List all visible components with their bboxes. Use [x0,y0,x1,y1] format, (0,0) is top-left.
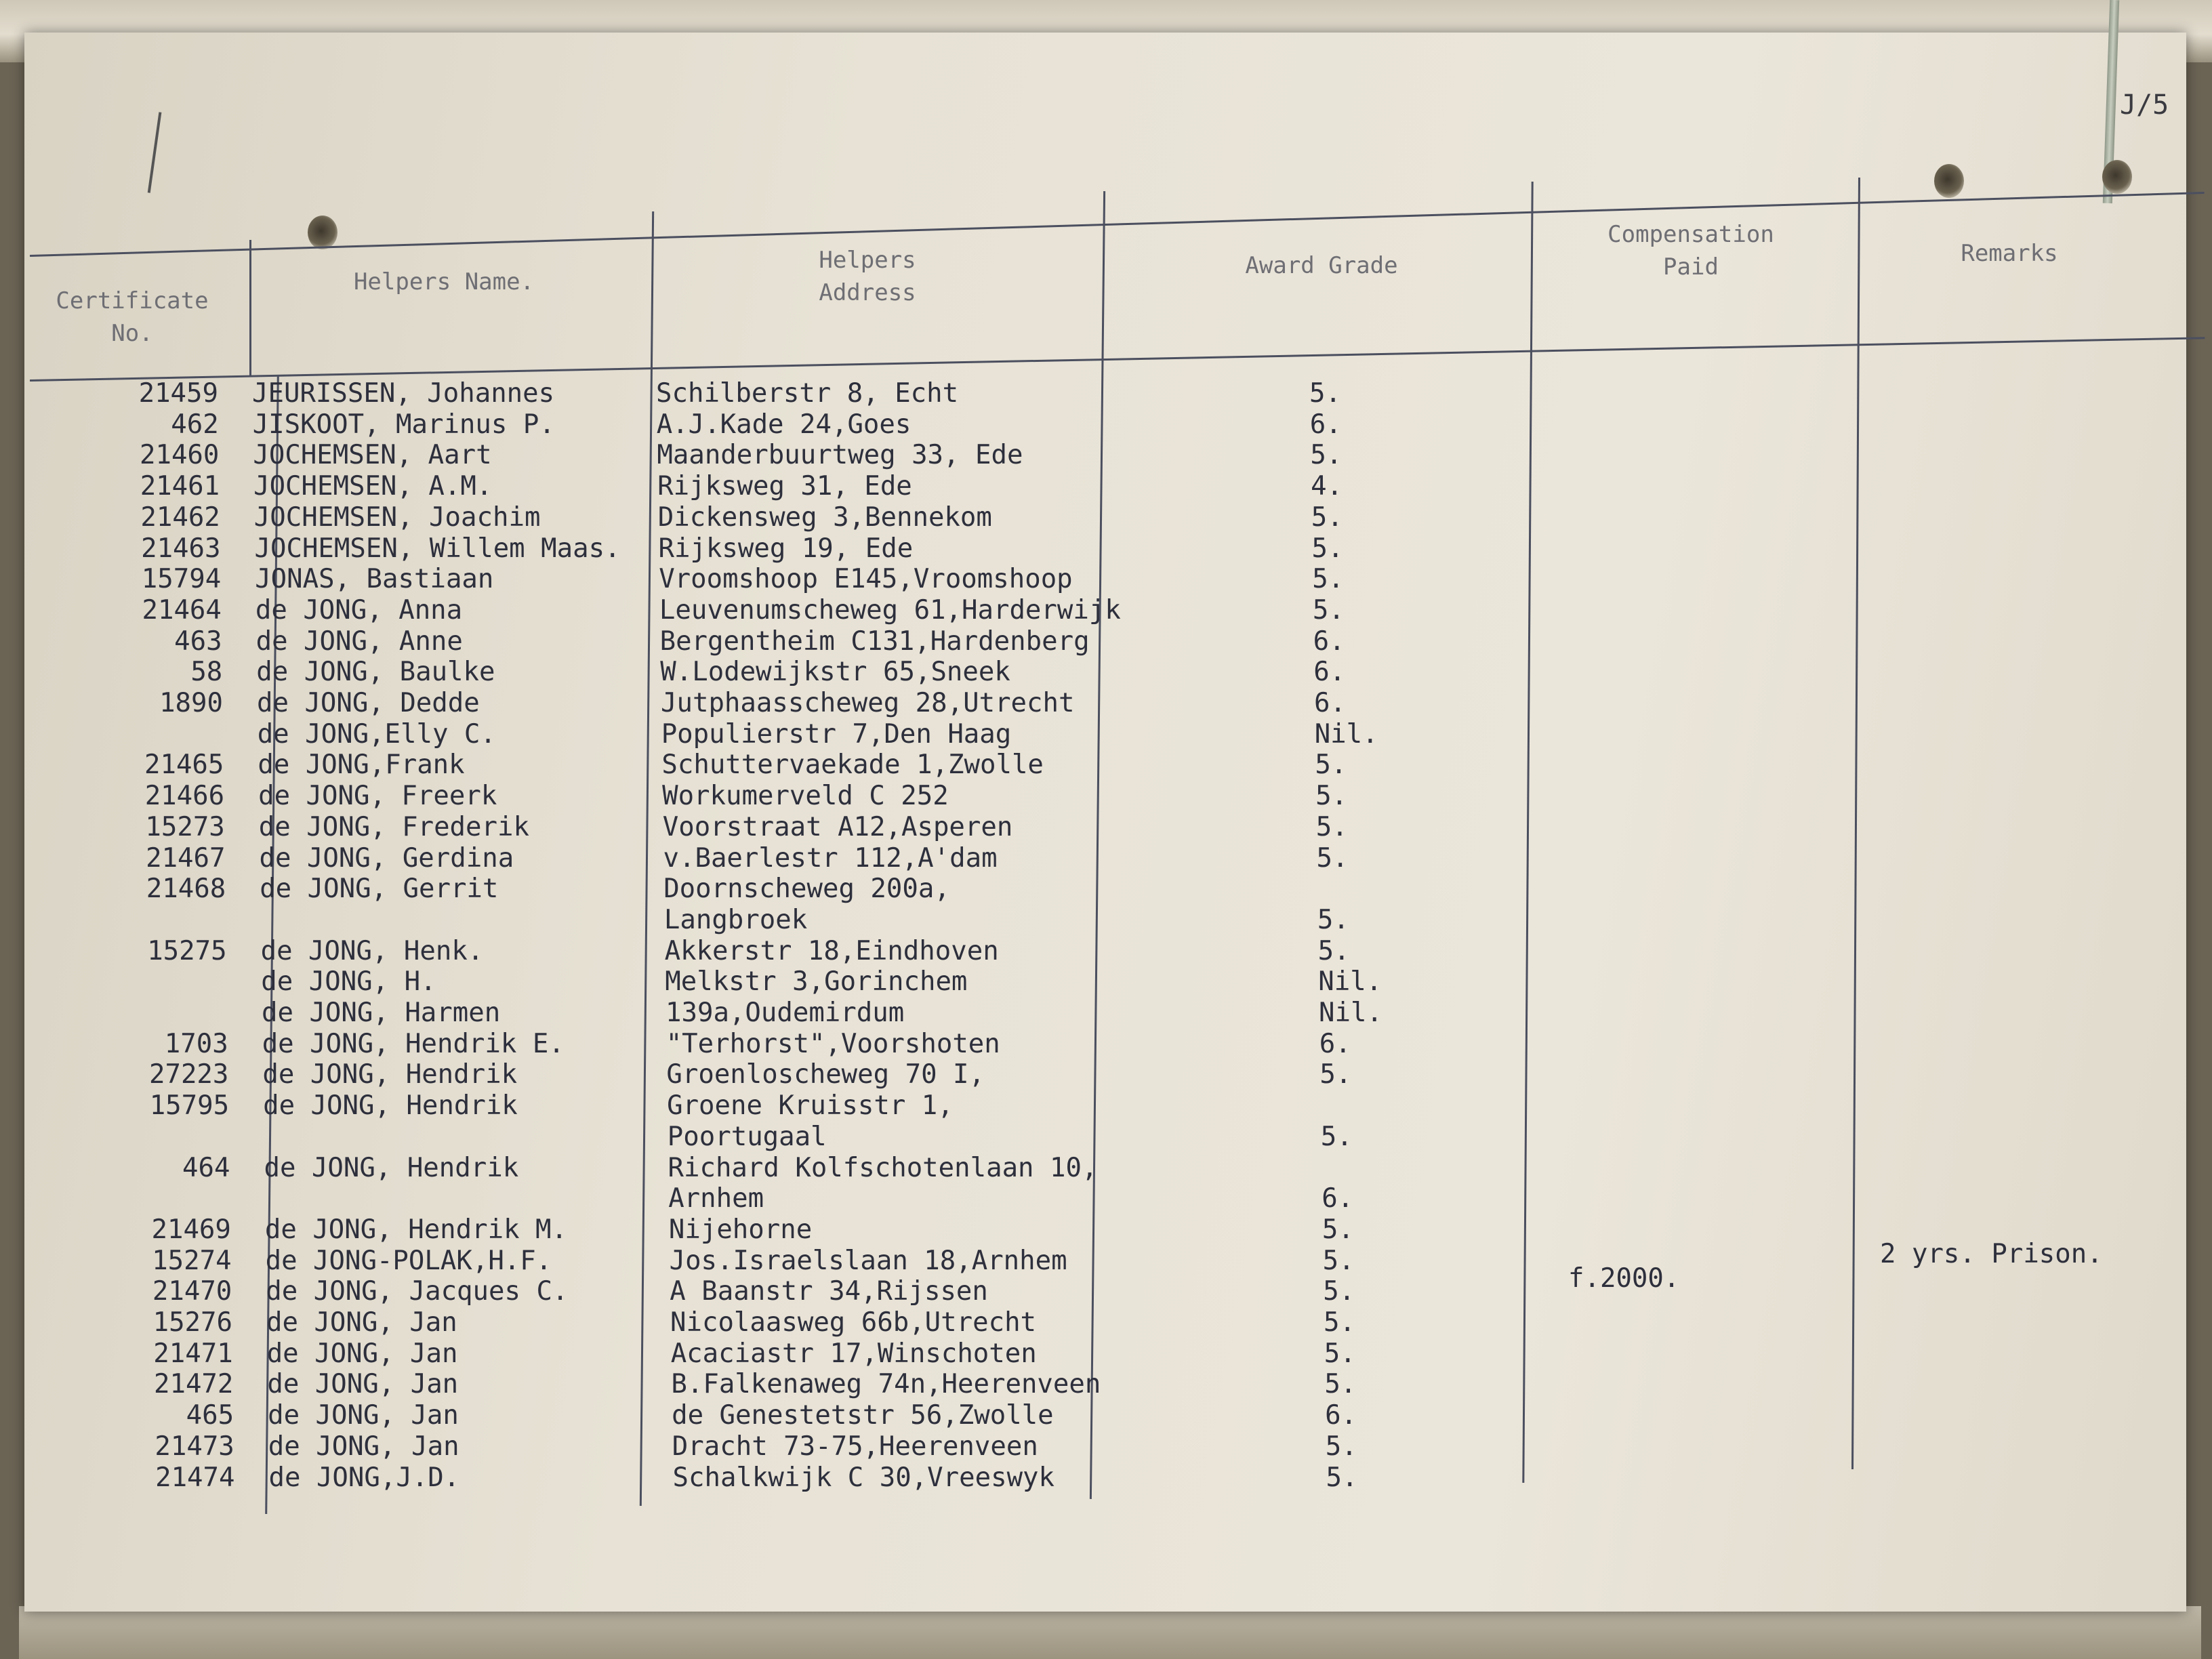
header-helpers-address: Helpers Address [819,247,916,306]
table-row [0,1276,2212,1307]
helper-address: de Genestetstr 56,Zwolle [672,1400,1054,1431]
helper-address: Schilberstr 8, Echt [656,378,959,409]
helper-address: Doornscheweg 200a, [663,874,950,905]
award-grade: 5. [1319,1059,1352,1090]
table-row [0,719,2212,750]
helper-address: Richard Kolfschotenlaan 10, [668,1152,1098,1183]
award-grade: 5. [1312,594,1345,626]
certificate-no: 21469 [151,1214,231,1245]
helper-address: Workumerveld C 252 [662,781,949,812]
helper-name: de JONG, Dedde [257,688,480,718]
helper-address: Populierstr 7,Den Haag [661,718,1012,750]
table-row [0,595,2212,626]
award-grade: 5. [1324,1307,1355,1338]
table-row [0,688,2212,719]
award-grade: Nil. [1319,998,1382,1028]
table-row [0,1307,2212,1338]
helper-address: "Terhorst",Voorshoten [665,1028,1000,1059]
table-row [0,1462,2212,1494]
helper-name: de JONG, Baulke [256,657,495,688]
table-row [0,843,2212,874]
compensation-value: f.2000. [1568,1263,1680,1294]
table-row [0,1090,2212,1122]
helper-name: de JONG, Jacques C. [266,1276,569,1307]
table-row [0,533,2212,565]
helper-address: Melkstr 3,Gorinchem [665,966,968,998]
helper-address: Schuttervaekade 1,Zwolle [661,750,1044,781]
helper-name: de JONG, Henk. [260,935,484,966]
certificate-no: 21474 [155,1462,235,1493]
helper-address: Arnhem [668,1183,764,1214]
award-grade: 6. [1313,657,1346,688]
certificate-no: 58 [190,657,223,688]
punch-hole-center [1934,164,1964,198]
underlying-card [19,1606,2201,1659]
helper-address: Nijehorne [668,1214,813,1245]
award-grade: 5. [1324,1369,1357,1400]
helper-address: Groene Kruisstr 1, [667,1090,954,1122]
award-grade: 6. [1319,1028,1351,1059]
helper-address: Voorstraat A12,Asperen [662,811,1013,842]
helper-name: de JONG, Gerdina [259,842,514,874]
helper-address: Jos.Israelslaan 18,Arnhem [669,1245,1067,1276]
award-grade: 5. [1311,501,1343,533]
certificate-no: 21472 [153,1369,234,1400]
helper-address: A Baanstr 34,Rijssen [670,1276,988,1307]
punch-hole-left [308,216,337,249]
header-remarks: Remarks [1961,240,2058,267]
helper-address: Akkerstr 18,Eindhoven [664,935,999,966]
helper-address: Rijksweg 31, Ede [657,471,912,502]
certificate-no: 21463 [141,533,221,564]
table-row [0,1431,2212,1462]
helper-name: de JONG, Anne [255,626,463,657]
table-row [0,440,2212,471]
helper-name: de JONG, Hendrik [264,1152,519,1183]
helper-address: Dracht 73-75,Heerenveen [672,1431,1038,1462]
award-grade: 5. [1325,1431,1357,1462]
table-row [0,1122,2212,1153]
helper-name: de JONG,Elly C. [257,718,496,750]
table-row [0,626,2212,657]
helper-name: de JONG, Jan [267,1369,459,1400]
helper-address: A.J.Kade 24,Goes [656,409,912,440]
certificate-no: 15795 [149,1090,230,1122]
certificate-no: 21462 [140,501,220,533]
helper-address: Rijksweg 19, Ede [658,533,914,564]
helper-name: de JONG, Jan [266,1307,457,1338]
certificate-no: 21459 [138,378,218,409]
helper-address: Leuvenumscheweg 61,Harderwijk [659,594,1121,626]
table-row [0,966,2212,998]
certificate-no: 21473 [155,1431,234,1462]
certificate-no: 15274 [152,1245,232,1276]
helper-address: Jutphaasscheweg 28,Utrecht [661,688,1075,718]
helper-address: v.Baerlestr 112,A'dam [663,842,998,874]
helper-address: Dickensweg 3,Bennekom [657,501,992,533]
certificate-no: 21464 [142,594,222,626]
table-row [0,781,2212,812]
table-row [0,998,2212,1029]
helper-address: Acaciastr 17,Winschoten [670,1338,1037,1369]
helper-name: de JONG, Gerrit [260,874,499,905]
table-row [0,750,2212,781]
table-row [0,1338,2212,1370]
table-row [0,874,2212,905]
punch-hole-right [2102,160,2132,194]
page-reference: J/5 [2120,89,2169,121]
table-row [0,657,2212,688]
helper-name: de JONG,Frank [258,750,465,781]
certificate-no: 463 [174,626,222,657]
helper-name: JISKOOT, Marinus P. [252,409,555,440]
award-grade: 5. [1322,1214,1354,1245]
helper-name: de JONG, H. [261,966,436,998]
award-grade: 5. [1323,1276,1355,1307]
header-compensation: Compensation Paid [1607,221,1774,281]
helper-address: Groenloscheweg 70 I, [666,1059,985,1090]
award-grade: 6. [1314,688,1346,718]
helper-address: Poortugaal [667,1121,827,1152]
certificate-no: 1890 [159,688,223,718]
table-row [0,471,2212,502]
helper-name: JOCHEMSEN, Joachim [253,501,541,533]
award-grade: 6. [1325,1400,1357,1431]
certificate-no: 464 [182,1152,230,1183]
table-row [0,1153,2212,1184]
helper-address: Langbroek [663,904,808,935]
table-row [0,1059,2212,1090]
helper-name: de JONG, Hendrik [262,1059,518,1090]
certificate-no: 21467 [146,842,226,874]
helper-name: de JONG-POLAK,H.F. [265,1245,552,1276]
certificate-no: 21468 [146,874,226,905]
award-grade: 5. [1322,1245,1355,1276]
certificate-no: 465 [186,1400,234,1431]
table-row [0,502,2212,533]
award-grade: 5. [1317,904,1349,935]
header-award-grade: Award Grade [1245,252,1398,279]
helper-name: de JONG, Harmen [262,998,501,1028]
certificate-no: 462 [171,409,219,440]
table-row [0,1029,2212,1060]
certificate-no: 21466 [144,781,225,812]
award-grade: 5. [1309,378,1341,409]
certificate-no: 15276 [152,1307,232,1338]
certificate-no: 1703 [164,1028,228,1059]
helper-name: de JONG, Jan [266,1338,458,1369]
award-grade: 5. [1315,781,1348,812]
certificate-no: 21465 [144,750,224,781]
award-grade: 6. [1313,626,1345,657]
table-row [0,1400,2212,1431]
certificate-no: 21461 [140,471,220,502]
certificate-no: 21471 [153,1338,233,1369]
certificate-no: 21470 [152,1276,232,1307]
helper-address: B.Falkenaweg 74n,Heerenveen [671,1369,1101,1400]
col-rule-cert-header [249,240,251,375]
helper-name: JOCHEMSEN, A.M. [253,471,493,502]
award-grade: 5. [1311,533,1344,564]
helper-name: de JONG,J.D. [268,1462,460,1493]
helper-name: JEURISSEN, Johannes [252,378,555,409]
helper-name: de JONG, Jan [268,1431,459,1462]
helper-name: de JONG, Frederik [258,811,529,842]
award-grade: 5. [1317,935,1350,966]
table-row [0,564,2212,595]
award-grade: 4. [1311,471,1343,502]
helper-name: de JONG, Anna [255,594,463,626]
award-grade: 6. [1309,409,1342,440]
header-helpers-name: Helpers Name. [353,268,535,295]
helper-address: 139a,Oudemirdum [665,998,905,1028]
helper-name: de JONG, Hendrik M. [264,1214,568,1245]
table-row [0,905,2212,936]
certificate-no: 15794 [141,564,222,595]
helper-name: de JONG, Hendrik E. [262,1028,565,1059]
helper-name: de JONG, Hendrik [263,1090,518,1122]
remarks-value: 2 yrs. Prison. [1880,1239,2103,1269]
award-grade: 5. [1324,1338,1356,1369]
table-row [0,1183,2212,1214]
award-grade: 5. [1320,1121,1353,1152]
table-row [0,1369,2212,1400]
award-grade: 5. [1315,811,1348,842]
helper-name: JONAS, Bastiaan [255,564,494,595]
helper-name: de JONG, Freerk [258,781,497,812]
award-grade: 5. [1316,842,1349,874]
helper-address: Schalkwijk C 30,Vreeswyk [672,1462,1055,1493]
table-row [0,409,2212,441]
helper-address: Nicolaasweg 66b,Utrecht [670,1307,1037,1338]
helper-name: JOCHEMSEN, Aart [253,440,492,471]
certificate-no: 15273 [145,811,225,842]
award-grade: 6. [1322,1183,1354,1214]
helper-address: W.Lodewijkstr 65,Sneek [660,657,1010,688]
helper-address: Vroomshoop E145,Vroomshoop [659,564,1073,595]
award-grade: 5. [1310,440,1343,471]
helper-address: Bergentheim C131,Hardenberg [659,626,1090,657]
header-certificate: Certificate No. [56,287,209,347]
table-row [0,936,2212,967]
award-grade: 5. [1312,564,1345,595]
helper-name: de JONG, Jan [268,1400,459,1431]
table-row [0,812,2212,843]
table-row [0,378,2212,409]
helper-name: JOCHEMSEN, Willem Maas. [254,533,621,564]
award-grade: 5. [1315,750,1347,781]
award-grade: Nil. [1314,718,1378,750]
certificate-no: 27223 [148,1059,229,1090]
certificate-no: 15275 [147,935,227,966]
award-grade: Nil. [1318,966,1382,998]
award-grade: 5. [1326,1462,1358,1493]
helper-address: Maanderbuurtweg 33, Ede [657,440,1023,471]
certificate-no: 21460 [139,440,220,471]
